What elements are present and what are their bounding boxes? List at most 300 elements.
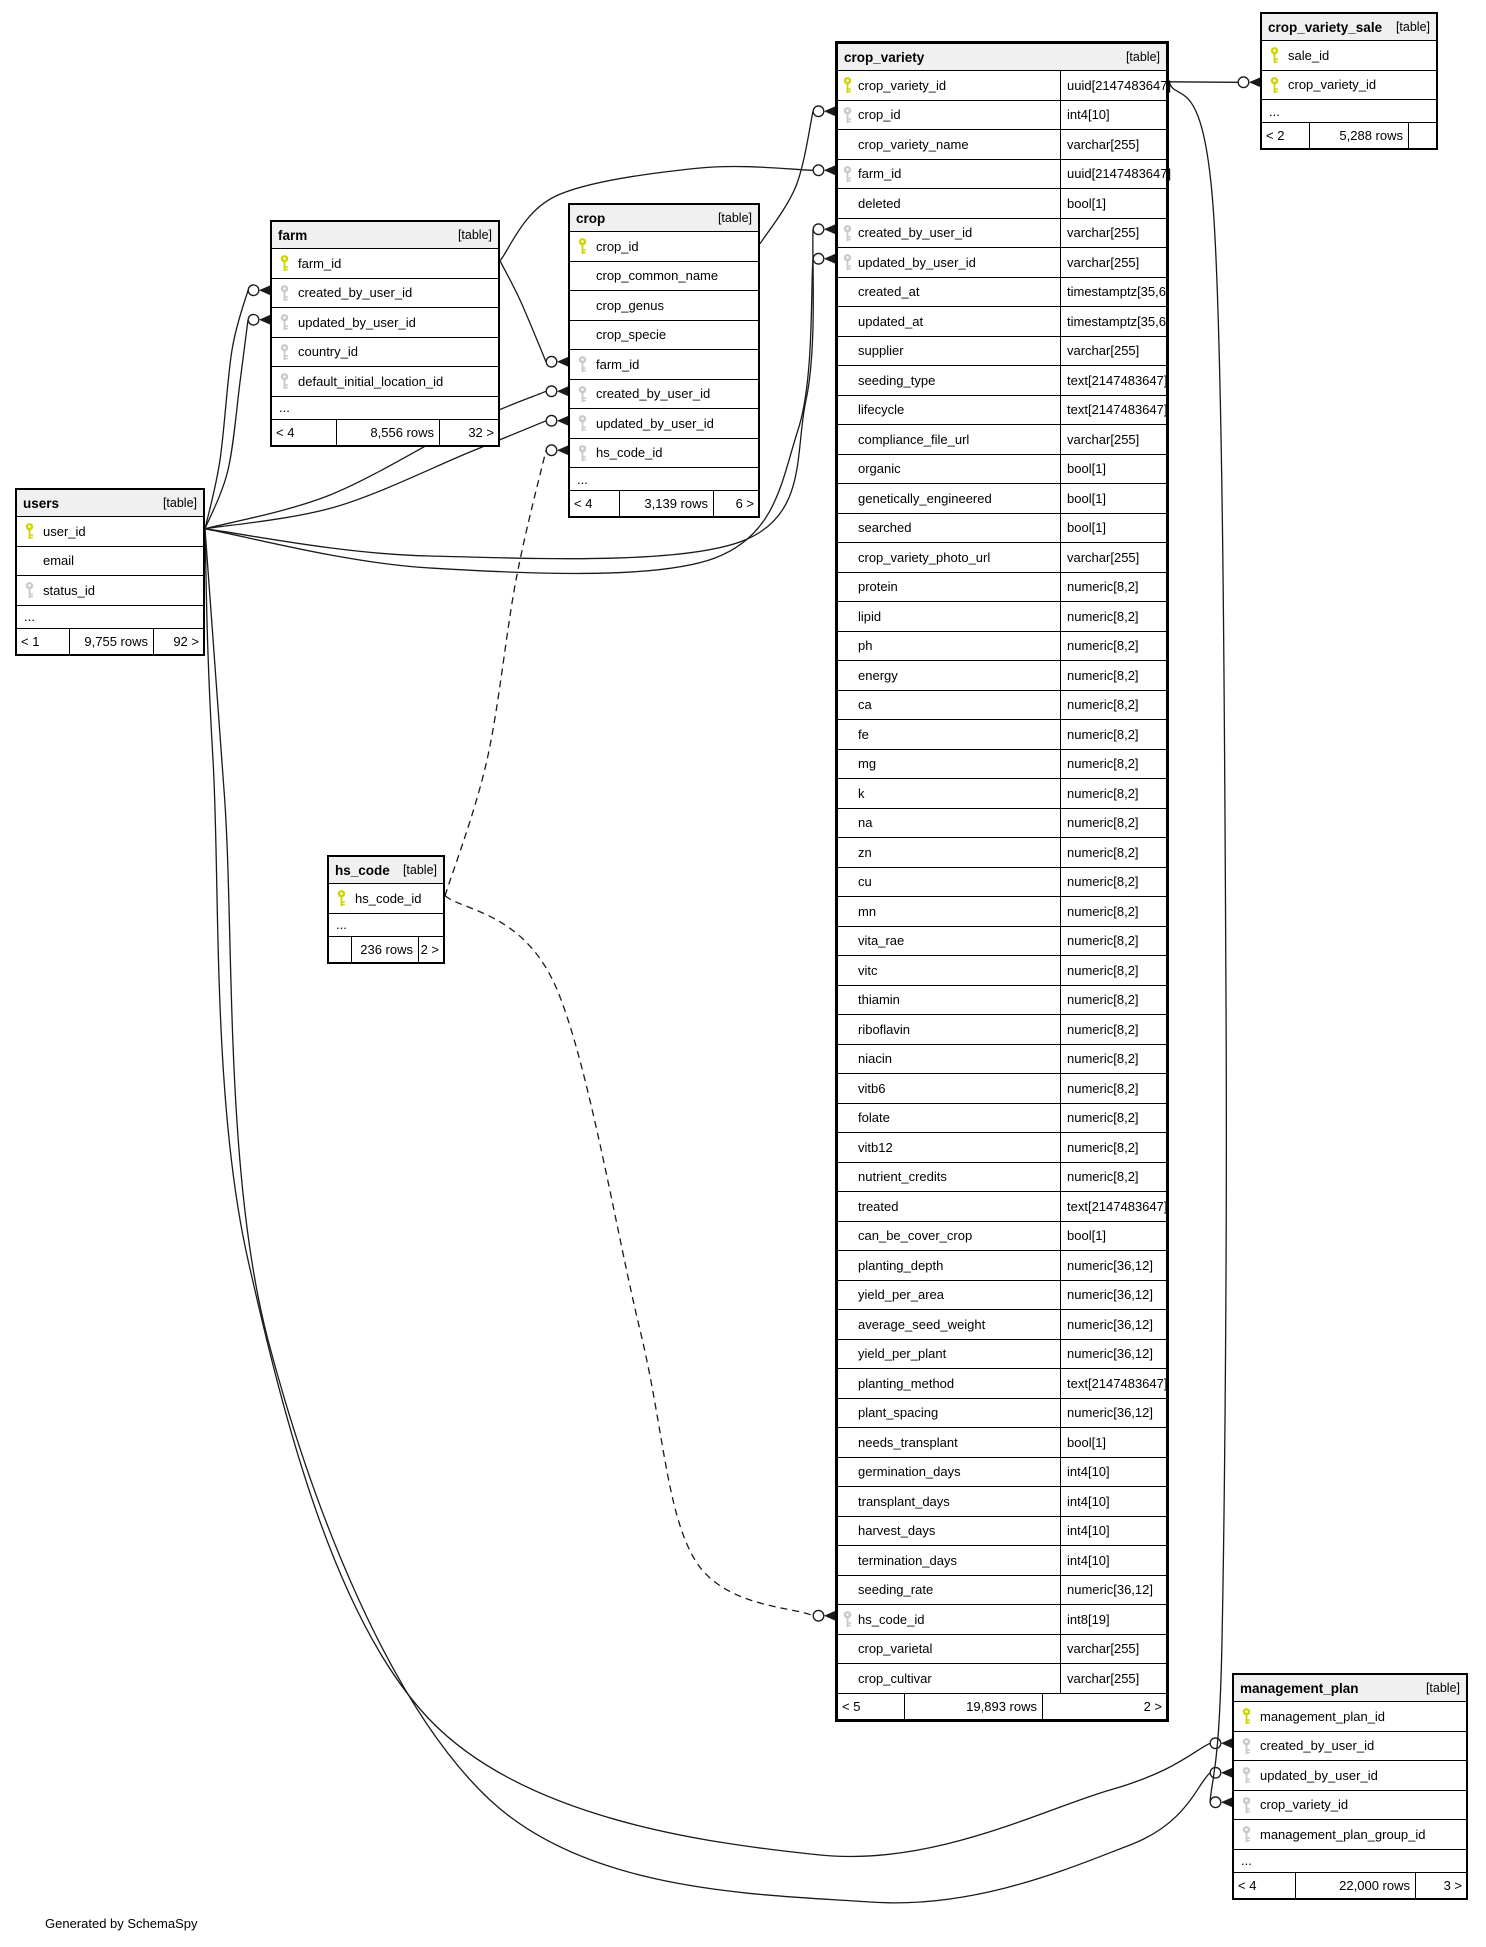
crop-column-crop_specie xyxy=(570,320,758,350)
column-type: timestamptz[35,6] xyxy=(1060,278,1170,307)
users-related-next: 92 > xyxy=(173,633,199,649)
zero-or-one-circle-glyph xyxy=(1210,1767,1221,1778)
column-type: numeric[8,2] xyxy=(1060,1133,1166,1162)
column-type: int4[10] xyxy=(1060,1487,1166,1516)
crop_variety-column-created_at xyxy=(838,277,1170,307)
crop_variety-column-treated xyxy=(838,1191,1166,1221)
column-type: int4[10] xyxy=(1060,1546,1166,1575)
hs_code-more-columns-row xyxy=(329,913,443,936)
hs_code-table-header xyxy=(329,857,443,883)
column-name: needs_transplant xyxy=(858,1434,958,1450)
column-type: uuid[2147483647] xyxy=(1060,71,1171,100)
farm-column-farm_id xyxy=(272,248,498,278)
crop-footer xyxy=(570,490,758,516)
column-name: user_id xyxy=(43,523,86,539)
column-name: harvest_days xyxy=(858,1523,936,1539)
column-name: cu xyxy=(858,874,872,890)
users-table-header xyxy=(17,490,203,516)
column-type: int8[19] xyxy=(1060,1605,1166,1634)
column-name: management_plan_id xyxy=(1260,1708,1386,1724)
rel-crop_variety.crop_variety_id-to-management_plan.crop_variety_id xyxy=(1169,82,1226,1803)
foreign-key-icon xyxy=(1241,1826,1252,1843)
management_plan-column-updated_by_user_id xyxy=(1234,1760,1466,1790)
crop_variety-column-seeding_type xyxy=(838,365,1166,395)
crop_variety_sale-related-next xyxy=(1409,123,1436,148)
column-name: searched xyxy=(858,520,912,536)
crop_variety_sale-column-crop_variety_id xyxy=(1262,70,1436,100)
column-name: genetically_engineered xyxy=(858,490,992,506)
farm-column-country_id xyxy=(272,337,498,367)
crop_variety-column-transplant_days xyxy=(838,1486,1166,1516)
column-type: numeric[36,12] xyxy=(1060,1251,1166,1280)
column-name: transplant_days xyxy=(858,1493,950,1509)
foreign-key-icon xyxy=(279,343,290,360)
column-type: int4[10] xyxy=(1060,1517,1166,1546)
crop_variety-column-na xyxy=(838,808,1166,838)
foreign-key-icon xyxy=(842,106,853,123)
column-type: numeric[8,2] xyxy=(1060,897,1166,926)
column-name: crop_variety_name xyxy=(858,136,969,152)
crop_variety_sale-footer xyxy=(1262,122,1436,148)
column-name: farm_id xyxy=(298,255,342,271)
table-management_plan[interactable] xyxy=(1232,1673,1468,1900)
column-name: seeding_rate xyxy=(858,1582,934,1598)
zero-or-one-circle-glyph xyxy=(546,386,557,397)
crop_variety-column-nutrient_credits xyxy=(838,1162,1166,1192)
column-name: vitb12 xyxy=(858,1139,893,1155)
crop-column-crop_genus xyxy=(570,290,758,320)
crop-table-header xyxy=(570,205,758,231)
column-name: energy xyxy=(858,667,898,683)
primary-key-icon xyxy=(24,523,35,540)
crop_variety-column-crop_id xyxy=(838,100,1166,130)
primary-key-icon xyxy=(1269,47,1280,64)
farm-row-count: 8,556 rows xyxy=(337,420,440,445)
foreign-key-icon xyxy=(279,314,290,331)
crop-column-updated_by_user_id xyxy=(570,408,758,438)
column-type: numeric[8,2] xyxy=(1060,927,1166,956)
crop_variety_sale-row-count: 5,288 rows xyxy=(1310,123,1409,148)
primary-key-icon xyxy=(577,238,588,255)
crop_variety-column-niacin xyxy=(838,1044,1166,1074)
rel-users.user_id-to-farm.updated_by_user_id xyxy=(205,320,248,529)
table-users[interactable] xyxy=(15,488,205,656)
column-name: organic xyxy=(858,461,901,477)
crop_variety-column-protein xyxy=(838,572,1166,602)
crop_variety-column-vitb12 xyxy=(838,1132,1166,1162)
hs_code-column-hs_code_id xyxy=(329,883,443,913)
column-name: crop_id xyxy=(858,107,901,123)
column-name: deleted xyxy=(858,195,901,211)
column-type: numeric[8,2] xyxy=(1060,573,1166,602)
column-type: int4[10] xyxy=(1060,101,1166,130)
column-type: numeric[8,2] xyxy=(1060,809,1166,838)
foreign-key-icon xyxy=(577,415,588,432)
crop-column-hs_code_id xyxy=(570,438,758,468)
column-type: numeric[8,2] xyxy=(1060,779,1166,808)
column-name: updated_at xyxy=(858,313,924,329)
column-name: created_at xyxy=(858,284,920,300)
column-name: k xyxy=(858,785,865,801)
crop_variety-column-genetically_engineered xyxy=(838,483,1166,513)
crop_variety_sale-table-name[interactable]: crop_variety_sale xyxy=(1268,19,1383,35)
users-table-name[interactable]: users xyxy=(23,495,60,511)
crop_variety-column-compliance_file_url xyxy=(838,424,1166,454)
column-type: numeric[8,2] xyxy=(1060,602,1166,631)
column-name: termination_days xyxy=(858,1552,957,1568)
column-type: varchar[255] xyxy=(1060,425,1166,454)
users-footer xyxy=(17,628,203,654)
column-name: average_seed_weight xyxy=(858,1316,986,1332)
column-type: numeric[8,2] xyxy=(1060,838,1166,867)
zero-or-one-circle-glyph xyxy=(248,314,259,325)
primary-key-icon xyxy=(1241,1708,1252,1725)
hs_code-related-prev xyxy=(329,937,352,962)
column-type: text[2147483647] xyxy=(1060,396,1167,425)
management_plan-column-crop_variety_id xyxy=(1234,1790,1466,1820)
column-type: numeric[8,2] xyxy=(1060,1104,1166,1133)
column-name: farm_id xyxy=(858,166,902,182)
table-hs_code[interactable] xyxy=(327,855,445,964)
column-name: ... xyxy=(336,917,347,932)
primary-key-icon xyxy=(336,890,347,907)
foreign-key-icon xyxy=(1241,1767,1252,1784)
table-crop[interactable] xyxy=(568,203,760,518)
column-name: seeding_type xyxy=(858,372,936,388)
farm-footer xyxy=(272,419,498,445)
foreign-key-icon xyxy=(1241,1796,1252,1813)
crop_variety-column-zn xyxy=(838,837,1166,867)
crop_variety-column-vita_rae xyxy=(838,926,1166,956)
farm-related-prev: < 4 xyxy=(272,420,337,445)
column-name: updated_by_user_id xyxy=(596,415,714,431)
primary-key-icon xyxy=(279,255,290,272)
column-name: crop_genus xyxy=(596,297,664,313)
column-name: updated_by_user_id xyxy=(1260,1767,1378,1783)
table-crop_variety[interactable] xyxy=(835,41,1172,1722)
zero-or-one-circle-glyph xyxy=(1210,1738,1221,1749)
column-name: folate xyxy=(858,1110,890,1126)
column-name: treated xyxy=(858,1198,899,1214)
crop_variety-column-harvest_days xyxy=(838,1516,1166,1546)
column-name: niacin xyxy=(858,1051,892,1067)
column-type: numeric[36,12] xyxy=(1060,1399,1166,1428)
column-name: country_id xyxy=(298,344,358,360)
management_plan-more-columns-row xyxy=(1234,1849,1466,1872)
crop_variety-table-name[interactable]: crop_variety xyxy=(844,49,925,65)
column-type: varchar[255] xyxy=(1060,248,1166,277)
foreign-key-icon xyxy=(279,284,290,301)
crop_variety-column-deleted xyxy=(838,188,1166,218)
column-name: hs_code_id xyxy=(596,445,663,461)
foreign-key-icon xyxy=(842,1611,853,1628)
column-name: default_initial_location_id xyxy=(298,373,444,389)
column-type: numeric[36,12] xyxy=(1060,1310,1166,1339)
column-name: nutrient_credits xyxy=(858,1169,947,1185)
column-type: numeric[8,2] xyxy=(1060,956,1166,985)
column-name: management_plan_group_id xyxy=(1260,1826,1426,1842)
crop_variety-column-updated_at xyxy=(838,306,1170,336)
hs_code-table-name[interactable]: hs_code xyxy=(335,862,390,878)
column-type: numeric[8,2] xyxy=(1060,661,1166,690)
management_plan-footer xyxy=(1234,1872,1466,1898)
zero-or-one-circle-glyph xyxy=(546,415,557,426)
column-name: email xyxy=(43,553,75,569)
rel-crop.crop_id-to-crop_variety.crop_id xyxy=(760,111,813,244)
management_plan-related-next: 3 > xyxy=(1443,1877,1462,1893)
primary-key-icon xyxy=(842,77,853,94)
column-name: supplier xyxy=(858,343,904,359)
crop_variety-column-riboflavin xyxy=(838,1014,1166,1044)
column-name: ph xyxy=(858,638,873,654)
crop-related-prev: < 4 xyxy=(570,491,620,516)
crop_variety-column-seeding_rate xyxy=(838,1575,1166,1605)
column-name: hs_code_id xyxy=(355,890,422,906)
column-name: created_by_user_id xyxy=(298,285,413,301)
zero-or-one-circle-glyph xyxy=(546,356,557,367)
crop_variety_sale-related-prev: < 2 xyxy=(1262,123,1310,148)
column-name: ... xyxy=(1241,1853,1252,1868)
column-type: text[2147483647] xyxy=(1060,1369,1167,1398)
column-name: created_by_user_id xyxy=(596,386,711,402)
column-type: bool[1] xyxy=(1060,1222,1166,1251)
column-name: thiamin xyxy=(858,992,900,1008)
crop_variety-column-crop_cultivar xyxy=(838,1663,1166,1693)
zero-or-one-circle-glyph xyxy=(813,1610,824,1621)
column-name: crop_cultivar xyxy=(858,1670,932,1686)
column-name: updated_by_user_id xyxy=(298,314,416,330)
management_plan-column-management_plan_group_id xyxy=(1234,1819,1466,1849)
column-name: planting_method xyxy=(858,1375,955,1391)
crop_variety-table-header xyxy=(838,44,1166,70)
rel-hs_code.hs_code_id-to-crop.hs_code_id xyxy=(445,450,546,896)
column-type: varchar[255] xyxy=(1060,130,1166,159)
zero-or-one-circle-glyph xyxy=(813,224,824,235)
column-type: numeric[8,2] xyxy=(1060,750,1166,779)
hs_code-row-count: 236 rows xyxy=(352,937,419,962)
column-name: created_by_user_id xyxy=(858,225,973,241)
table-tag: [table] xyxy=(1395,20,1430,34)
column-name: planting_depth xyxy=(858,1257,944,1273)
column-name: vitb6 xyxy=(858,1080,886,1096)
crop_variety-related-prev: < 5 xyxy=(838,1694,905,1719)
table-tag: [table] xyxy=(1425,1681,1460,1695)
column-name: ... xyxy=(24,609,35,624)
crop_variety-column-ca xyxy=(838,690,1166,720)
rel-farm.farm_id-to-crop.farm_id xyxy=(500,261,546,362)
column-type: varchar[255] xyxy=(1060,1664,1166,1693)
zero-or-one-circle-glyph xyxy=(813,253,824,264)
table-tag: [table] xyxy=(162,496,197,510)
column-type: numeric[8,2] xyxy=(1060,1045,1166,1074)
foreign-key-icon xyxy=(1241,1737,1252,1754)
column-name: yield_per_plant xyxy=(858,1346,947,1362)
crop_variety-footer xyxy=(838,1693,1166,1719)
column-name: zn xyxy=(858,844,872,860)
crop_variety-column-farm_id xyxy=(838,159,1172,189)
column-name: plant_spacing xyxy=(858,1405,939,1421)
column-name: fe xyxy=(858,726,869,742)
column-type: uuid[2147483647] xyxy=(1060,160,1171,189)
column-type: timestamptz[35,6] xyxy=(1060,307,1170,336)
rel-users.user_id-to-farm.created_by_user_id xyxy=(205,290,248,529)
foreign-key-icon xyxy=(842,224,853,241)
zero-or-one-circle-glyph xyxy=(1210,1797,1221,1808)
crop_variety-column-created_by_user_id xyxy=(838,218,1166,248)
table-tag: [table] xyxy=(402,863,437,877)
crop_variety-column-crop_varietal xyxy=(838,1634,1166,1664)
column-type: bool[1] xyxy=(1060,514,1166,543)
foreign-key-icon xyxy=(842,165,853,182)
column-name: created_by_user_id xyxy=(1260,1738,1375,1754)
crop_variety-column-plant_spacing xyxy=(838,1398,1166,1428)
foreign-key-icon xyxy=(577,385,588,402)
crop_variety-column-average_seed_weight xyxy=(838,1309,1166,1339)
farm-column-created_by_user_id xyxy=(272,278,498,308)
column-name: status_id xyxy=(43,582,96,598)
column-name: crop_variety_id xyxy=(858,77,947,93)
primary-key-icon xyxy=(1269,76,1280,93)
crop_variety-column-cu xyxy=(838,867,1166,897)
management_plan-related-prev: < 4 xyxy=(1234,1873,1296,1898)
hs_code-related-next: 2 > xyxy=(420,941,439,957)
column-type: numeric[8,2] xyxy=(1060,1074,1166,1103)
column-name: crop_variety_photo_url xyxy=(858,549,991,565)
crop_variety-column-planting_method xyxy=(838,1368,1166,1398)
users-related-prev: < 1 xyxy=(17,629,70,654)
crop_variety-column-folate xyxy=(838,1103,1166,1133)
crop-column-crop_id xyxy=(570,231,758,261)
crop_variety-column-crop_variety_name xyxy=(838,129,1166,159)
table-crop_variety_sale[interactable] xyxy=(1260,12,1438,150)
crop-column-crop_common_name xyxy=(570,261,758,291)
crop_variety_sale-column-sale_id xyxy=(1262,40,1436,70)
crop_variety-column-germination_days xyxy=(838,1457,1166,1487)
crop_variety-column-energy xyxy=(838,660,1166,690)
zero-or-one-circle-glyph xyxy=(248,285,259,296)
crop_variety-column-hs_code_id xyxy=(838,1604,1166,1634)
column-name: lifecycle xyxy=(858,402,905,418)
column-type: numeric[8,2] xyxy=(1060,1015,1166,1044)
crop-column-created_by_user_id xyxy=(570,379,758,409)
generated-by-note: Generated by SchemaSpy xyxy=(45,1916,198,1931)
zero-or-one-circle-glyph xyxy=(1238,77,1249,88)
zero-or-one-circle-glyph xyxy=(813,165,824,176)
farm-related-next: 32 > xyxy=(468,424,494,440)
crop_variety-column-yield_per_area xyxy=(838,1280,1166,1310)
column-type: bool[1] xyxy=(1060,455,1166,484)
foreign-key-icon xyxy=(577,444,588,461)
column-type: bool[1] xyxy=(1060,484,1166,513)
column-type: numeric[8,2] xyxy=(1060,720,1166,749)
crop_variety-column-mn xyxy=(838,896,1166,926)
farm-table-name[interactable]: farm xyxy=(278,227,308,243)
column-name: germination_days xyxy=(858,1464,961,1480)
column-type: bool[1] xyxy=(1060,189,1166,218)
column-type: numeric[36,12] xyxy=(1060,1281,1166,1310)
crop_variety-column-can_be_cover_crop xyxy=(838,1221,1166,1251)
column-type: text[2147483647] xyxy=(1060,1192,1167,1221)
column-type: varchar[255] xyxy=(1060,219,1166,248)
column-name: compliance_file_url xyxy=(858,431,970,447)
column-name: ca xyxy=(858,697,872,713)
management_plan-row-count: 22,000 rows xyxy=(1296,1873,1416,1898)
column-name: protein xyxy=(858,579,898,595)
users-column-status_id xyxy=(17,575,203,605)
crop_variety-column-fe xyxy=(838,719,1166,749)
crop_variety-column-searched xyxy=(838,513,1166,543)
rel-hs_code.hs_code_id-to-crop_variety.hs_code_id xyxy=(445,896,813,1616)
column-name: ... xyxy=(279,400,290,415)
column-name: crop_varietal xyxy=(858,1641,933,1657)
column-name: hs_code_id xyxy=(858,1611,925,1627)
column-name: vita_rae xyxy=(858,933,905,949)
zero-or-one-circle-glyph xyxy=(546,445,557,456)
column-type: text[2147483647] xyxy=(1060,366,1167,395)
crop_variety-column-lipid xyxy=(838,601,1166,631)
crop_variety_sale-table-header xyxy=(1262,14,1436,40)
crop_variety-column-k xyxy=(838,778,1166,808)
crop_variety-column-lifecycle xyxy=(838,395,1166,425)
users-column-email xyxy=(17,546,203,576)
crop_variety-column-needs_transplant xyxy=(838,1427,1166,1457)
column-name: crop_specie xyxy=(596,327,667,343)
foreign-key-icon xyxy=(279,373,290,390)
column-type: numeric[8,2] xyxy=(1060,868,1166,897)
column-type: numeric[8,2] xyxy=(1060,986,1166,1015)
column-name: updated_by_user_id xyxy=(858,254,976,270)
management_plan-table-name[interactable]: management_plan xyxy=(1240,1680,1359,1696)
crop_variety-column-termination_days xyxy=(838,1545,1166,1575)
rel-crop_variety.crop_variety_id-to-crop_variety_sale.crop_variety_id xyxy=(1169,82,1238,83)
table-farm[interactable] xyxy=(270,220,500,447)
column-type: numeric[36,12] xyxy=(1060,1340,1166,1369)
column-type: numeric[8,2] xyxy=(1060,632,1166,661)
crop-row-count: 3,139 rows xyxy=(620,491,714,516)
users-row-count: 9,755 rows xyxy=(70,629,154,654)
crop_variety-row-count: 19,893 rows xyxy=(905,1694,1043,1719)
farm-column-updated_by_user_id xyxy=(272,307,498,337)
foreign-key-icon xyxy=(577,356,588,373)
crop_variety-column-planting_depth xyxy=(838,1250,1166,1280)
column-type: numeric[36,12] xyxy=(1060,1576,1166,1605)
crop_variety-column-vitc xyxy=(838,955,1166,985)
management_plan-table-header xyxy=(1234,1675,1466,1701)
column-type: varchar[255] xyxy=(1060,337,1166,366)
column-name: na xyxy=(858,815,873,831)
crop_variety-column-vitb6 xyxy=(838,1073,1166,1103)
column-name: sale_id xyxy=(1288,47,1330,63)
crop_variety-column-thiamin xyxy=(838,985,1166,1015)
crop_variety-column-crop_variety_photo_url xyxy=(838,542,1166,572)
users-more-columns-row xyxy=(17,605,203,628)
crop_variety-column-crop_variety_id xyxy=(838,70,1172,100)
crop_variety-column-ph xyxy=(838,631,1166,661)
column-name: crop_id xyxy=(596,238,639,254)
column-name: farm_id xyxy=(596,356,640,372)
crop_variety-column-supplier xyxy=(838,336,1166,366)
column-name: yield_per_area xyxy=(858,1287,945,1303)
column-name: crop_common_name xyxy=(596,268,719,284)
crop-table-name[interactable]: crop xyxy=(576,210,606,226)
column-name: mn xyxy=(858,903,877,919)
crop_variety-column-yield_per_plant xyxy=(838,1339,1166,1369)
column-name: crop_variety_id xyxy=(1260,1797,1349,1813)
crop-related-next: 6 > xyxy=(735,496,754,511)
management_plan-column-created_by_user_id xyxy=(1234,1731,1466,1761)
column-type: int4[10] xyxy=(1060,1458,1166,1487)
farm-table-header xyxy=(272,222,498,248)
